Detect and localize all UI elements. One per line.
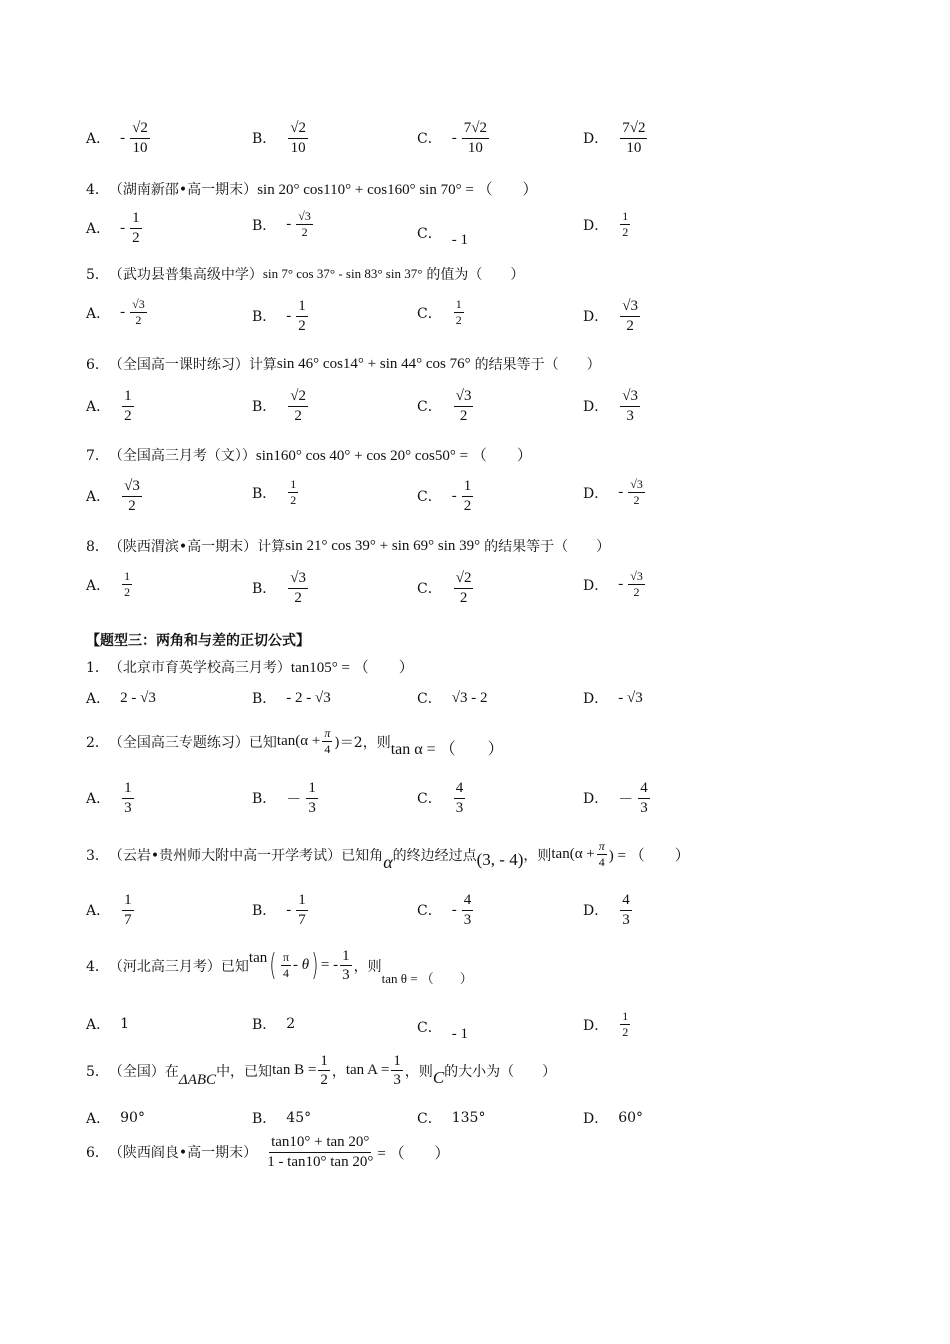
option-b: B． $\frac{√3}{2}$ (252, 570, 307, 606)
question-t6: 6． （陕西阎良•高一期末） $\frac{\tan 10^\circ + \tan 20^\circ}{1 - \tan 10^\circ \tan 20^\circ}$ = （ ） (86, 1134, 450, 1170)
option-a: A． 1 (86, 1016, 130, 1033)
options-row (86, 1010, 866, 1046)
option-d: D． 60° (583, 1110, 644, 1127)
options-row (86, 780, 866, 824)
option-d: D． - $\frac{√3}{2}$ (583, 477, 643, 508)
options-row (86, 892, 866, 936)
option-c: C． - $\frac{1}{2}$ (417, 478, 472, 514)
option-d: D． $\frac{√3}{3}$ (583, 388, 638, 424)
option-b: B． 45° (252, 1110, 312, 1127)
option-a: A． $\frac{1}{2}$ (86, 569, 131, 600)
option-d: D． $\frac{4}{3}$ (583, 892, 630, 928)
option-a: A． $\frac{1}{7}$ (86, 892, 132, 928)
option-b: B． $\frac{√2}{10}$ (252, 120, 307, 156)
option-a: A． $\frac{1}{2}$ (86, 388, 132, 424)
option-d: D． - $\frac{√3}{2}$ (583, 569, 643, 600)
section-heading: 【题型三：两角和与差的正切公式】 (86, 633, 310, 649)
option-d: D． $\frac{7√2}{10}$ (583, 120, 646, 156)
option-b: B． $\frac{√2}{2}$ (252, 388, 307, 424)
question-7: 7． （全国高三月考（文）） sin160° cos 40° + cos 20° cos50° = （ ） (86, 447, 532, 464)
option-c: C． - 1 (417, 225, 468, 248)
option-d: D． $\frac{1}{2}$ (583, 1009, 629, 1040)
options-row (86, 210, 866, 250)
options-row (86, 1108, 866, 1130)
option-a: A． 90° (86, 1110, 145, 1127)
options-row (86, 388, 866, 430)
option-a: A． - $\frac{√2}{10}$ (86, 120, 148, 156)
question-6: 6． （全国高一课时练习） 计算 sin 46° cos14° + sin 44° cos 76° 的结果等于（ ） (86, 355, 601, 373)
option-a: A． 2 - √3 (86, 689, 156, 707)
option-d: D． - √3 (583, 689, 643, 707)
options-row (86, 688, 866, 712)
question-t2: 2． （全国高三专题练习） 已知 tan(α + $\frac{\pi}{4}$ )＝2，则 tan α = （ ） (86, 725, 504, 758)
option-b: B． － $\frac{1}{3}$ (252, 780, 316, 816)
options-row (86, 478, 866, 520)
option-b: B． - $\frac{1}{2}$ (252, 298, 306, 334)
option-b: B． - 2 - √3 (252, 689, 331, 707)
options-row (86, 298, 866, 340)
option-c: C． - 1 (417, 1019, 468, 1042)
option-a: A． $\frac{√3}{2}$ (86, 478, 140, 514)
question-t4: 4． （河北高三月考） 已知 tan ( $\frac{\pi}{4}$ - θ ) = - $\frac{1}{3}$ ，则 tan θ = （ ） (86, 947, 473, 986)
option-d: D． － $\frac{4}{3}$ (583, 780, 648, 816)
option-a: A． - $\frac{√3}{2}$ (86, 297, 145, 328)
option-c: C． √3 - 2 (417, 689, 488, 707)
option-b: B． - $\frac{√3}{2}$ (252, 209, 311, 240)
option-b: B． $\frac{1}{2}$ (252, 477, 297, 508)
option-c: C． - $\frac{7√2}{10}$ (417, 120, 487, 156)
question-t3: 3． （云岩•贵州师大附中高一开学考试） 已知角 α 的终边经过点 (3, - 4) ，则 tan(α + $\frac{\pi}{4}$ ) = （ ） (86, 838, 690, 872)
option-c: C． $\frac{√2}{2}$ (417, 570, 472, 606)
option-a: A． $\frac{1}{3}$ (86, 780, 132, 816)
option-a: A． - $\frac{1}{2}$ (86, 210, 140, 246)
question-t5: 5． （全国） 在 ΔABC 中，已知 tan B = $\frac{1}{2}$ ， tan A = $\frac{1}{3}$ ，则 C 的大小为（ ） (86, 1052, 557, 1088)
option-c: C． $\frac{√3}{2}$ (417, 388, 472, 424)
question-4: 4． （湖南新邵•高一期末） sin 20° cos110° + cos160° sin 70° = （ ） (86, 181, 538, 198)
option-d: D． $\frac{√3}{2}$ (583, 298, 638, 334)
option-c: C． 135° (417, 1110, 486, 1127)
option-c: C． - $\frac{4}{3}$ (417, 892, 472, 928)
option-d: D． $\frac{1}{2}$ (583, 209, 629, 240)
option-c: C． $\frac{4}{3}$ (417, 780, 464, 816)
option-c: C． $\frac{1}{2}$ (417, 297, 462, 328)
options-row (86, 120, 866, 162)
option-b: B． 2 (252, 1016, 296, 1033)
options-row (86, 570, 866, 612)
option-b: B． - $\frac{1}{7}$ (252, 892, 306, 928)
question-8: 8． （陕西渭滨•高一期末） 计算 sin 21° cos 39° + sin 69° sin 39° 的结果等于（ ） (86, 537, 611, 555)
question-t1: 1． （北京市育英学校高三月考） tan105° = （ ） (86, 659, 414, 676)
question-5: 5． （武功县普集高级中学） sin 7° cos 37° - sin 83° sin 37° 的值为（ ） (86, 266, 525, 283)
